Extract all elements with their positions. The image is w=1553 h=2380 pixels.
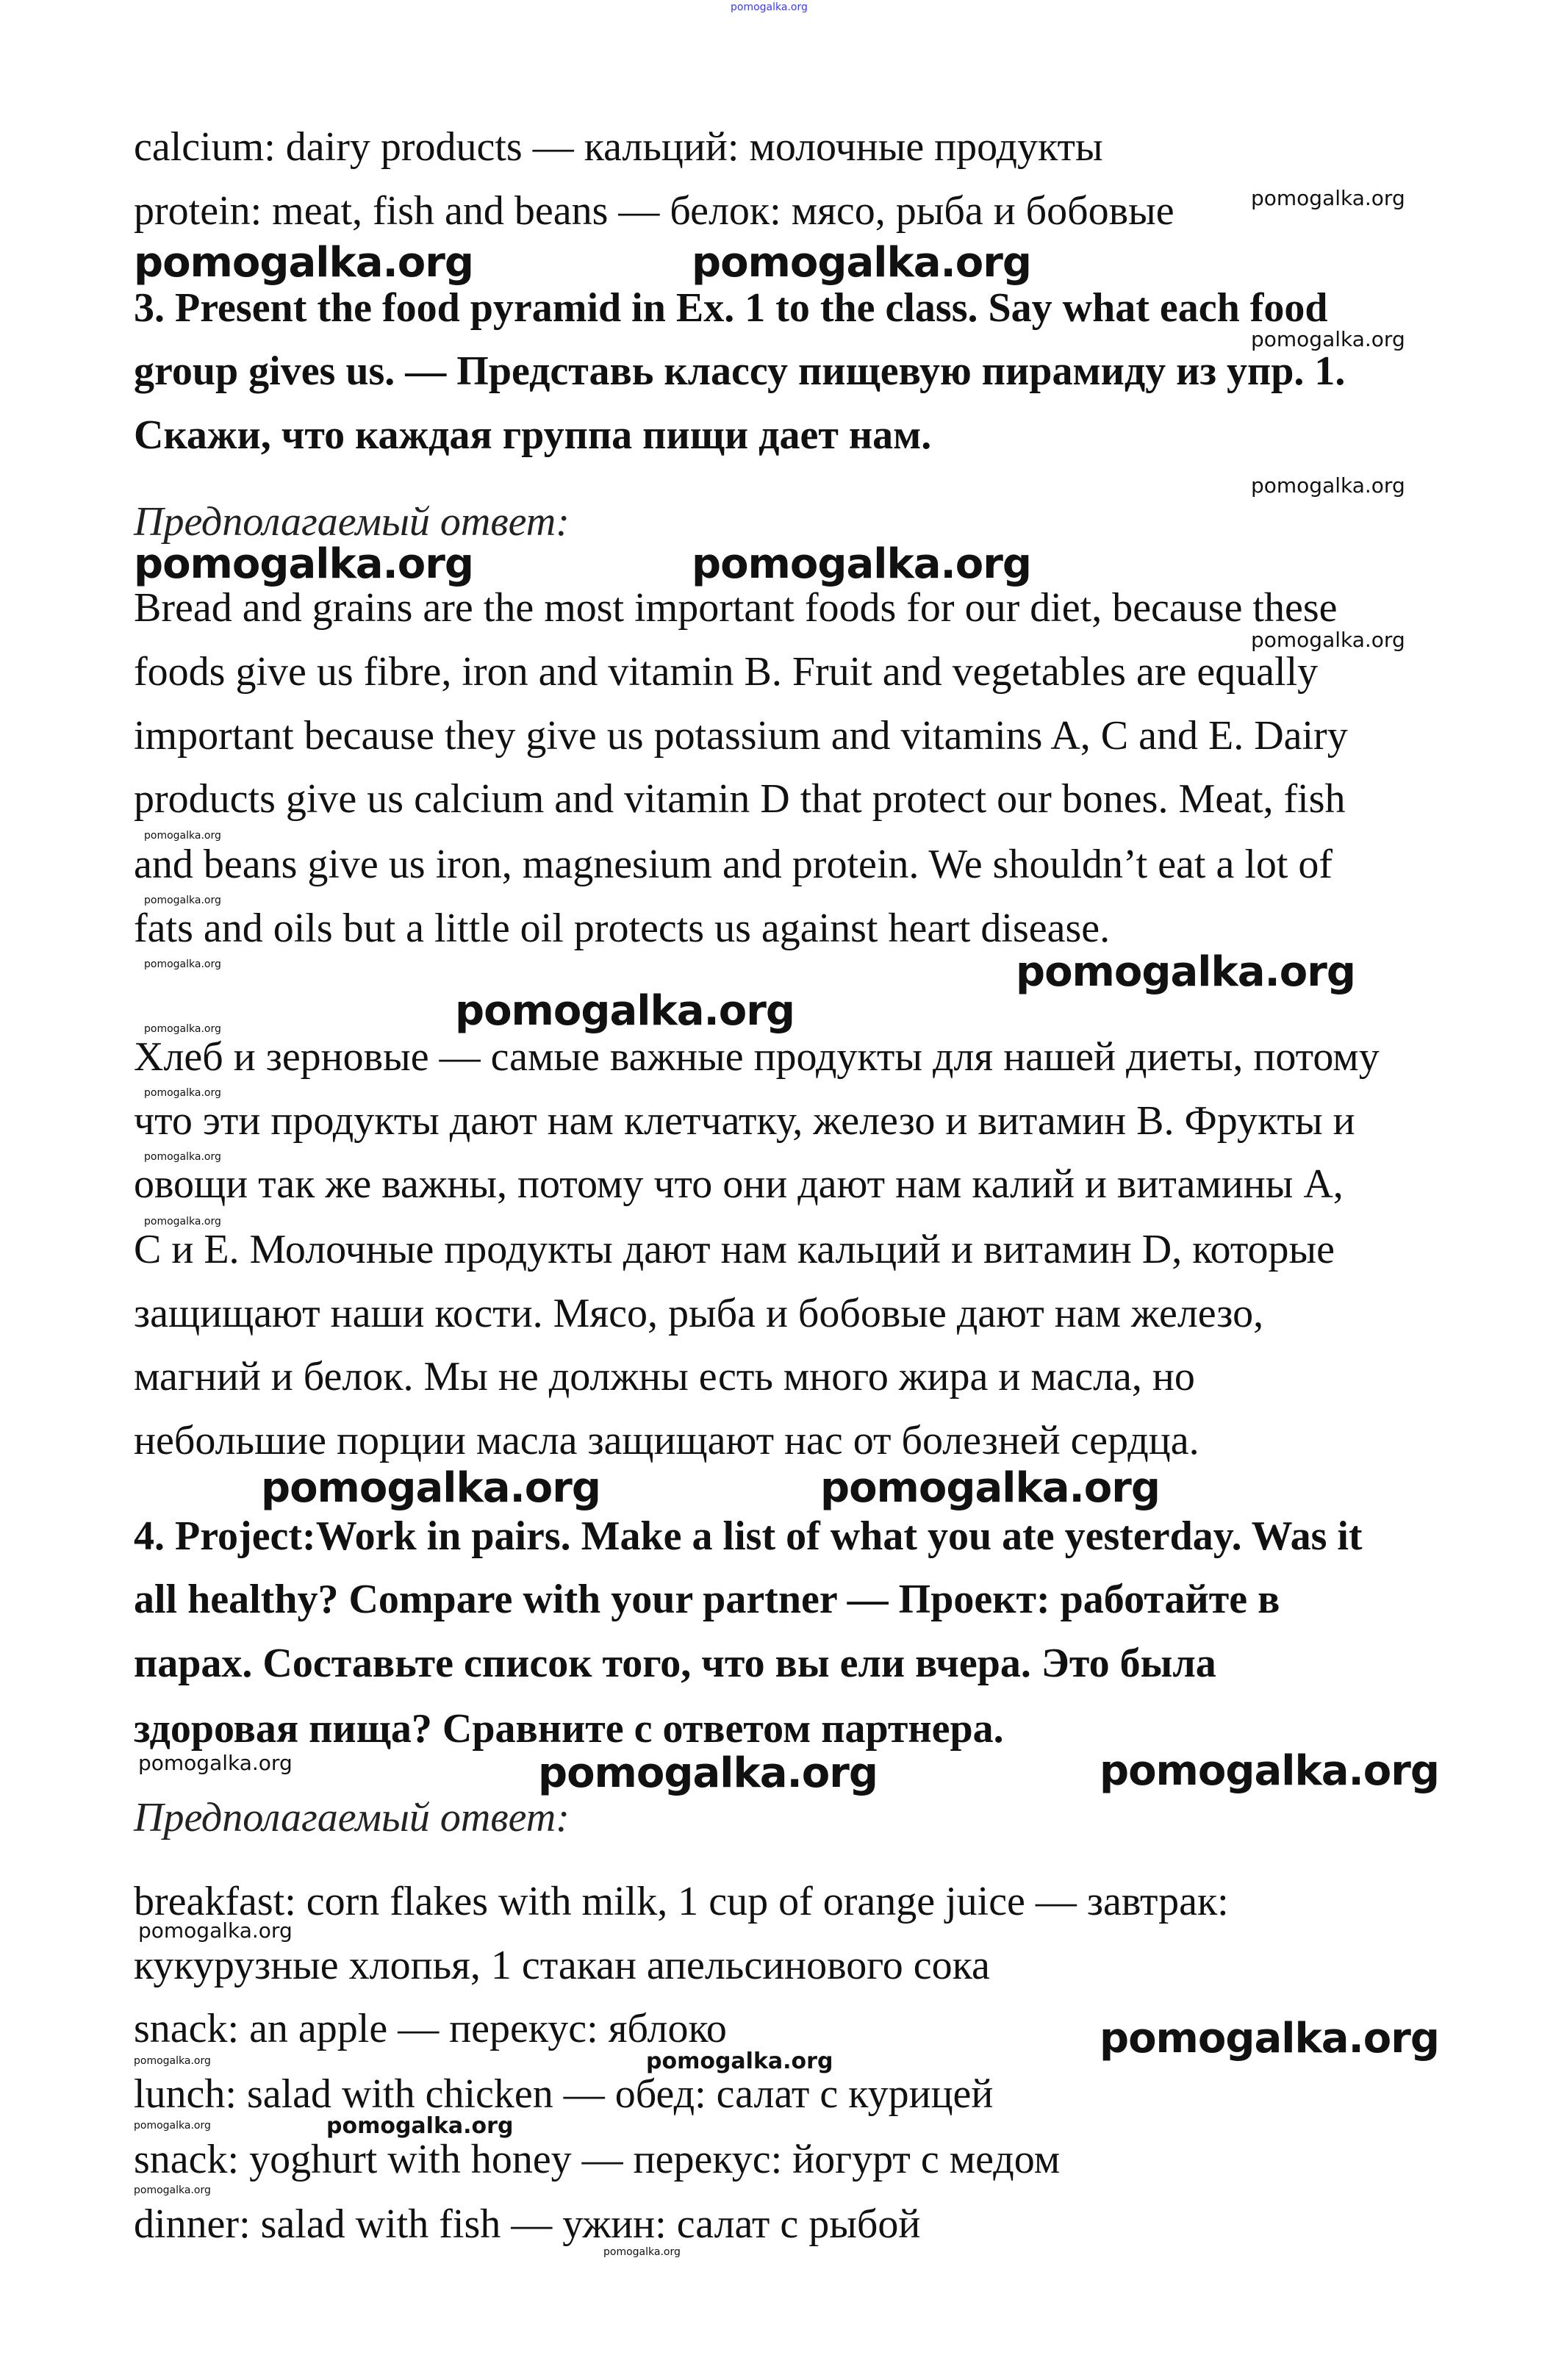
answer-label: Предполагаемый ответ: xyxy=(134,499,570,545)
meal-list-line: snack: an apple — перекус: яблоко xyxy=(134,2006,727,2051)
watermark: pomogalka.org xyxy=(134,540,473,588)
watermark: pomogalka.org xyxy=(134,2120,211,2132)
answer-en-line: Bread and grains are the most important foods for our diet, because these xyxy=(134,585,1338,631)
watermark: pomogalka.org xyxy=(144,895,221,906)
meal-list-line: breakfast: corn flakes with milk, 1 cup of orange juice — завтрак: xyxy=(134,1879,1229,1924)
answer-ru-line: овощи так же важны, потому что они дают нам калий и витамины A, xyxy=(134,1161,1344,1207)
answer-ru-line: небольшие порции масла защищают нас от болезней сердца. xyxy=(134,1418,1199,1463)
answer-en-line: important because they give us potassium and vitamins A, C and E. Dairy xyxy=(134,713,1348,759)
watermark: pomogalka.org xyxy=(1016,948,1355,996)
watermark: pomogalka.org xyxy=(646,2049,833,2074)
watermark: pomogalka.org xyxy=(138,1751,293,1775)
watermark: pomogalka.org xyxy=(144,1023,221,1035)
meal-list-line: lunch: salad with chicken — обед: салат с курицей xyxy=(134,2071,994,2117)
answer-en-line: and beans give us iron, magnesium and protein. We shouldn’t eat a lot of xyxy=(134,842,1333,887)
watermark: pomogalka.org xyxy=(326,2113,514,2139)
answer-ru-line: защищают наши кости. Мясо, рыба и бобовые дают нам железо, xyxy=(134,1291,1264,1336)
watermark: pomogalka.org xyxy=(134,239,473,287)
watermark: pomogalka.org xyxy=(144,958,221,970)
task4-heading: all healthy? Compare with your partner — Проект: работайте в xyxy=(134,1577,1280,1622)
watermark-top: pomogalka.org xyxy=(731,1,808,13)
answer-en-line: products give us calcium and vitamin D that protect our bones. Meat, fish xyxy=(134,776,1346,822)
answer-label: Предполагаемый ответ: xyxy=(134,1795,570,1840)
watermark: pomogalka.org xyxy=(692,540,1031,588)
task3-heading: group gives us. — Представь классу пищевую пирамиду из упр. 1. xyxy=(134,348,1346,394)
watermark: pomogalka.org xyxy=(603,2246,681,2258)
task4-heading: парах. Составьте список того, что вы ели вчера. Это была xyxy=(134,1641,1216,1686)
watermark: pomogalka.org xyxy=(134,2184,211,2196)
watermark: pomogalka.org xyxy=(1251,473,1405,498)
meal-list-line: кукурузные хлопья, 1 стакан апельсинового сока xyxy=(134,1943,990,1988)
task4-heading: 4. Project:Work in pairs. Make a list of what you ate yesterday. Was it xyxy=(134,1513,1363,1559)
task3-heading: Скажи, что каждая группа пищи дает нам. xyxy=(134,412,932,458)
watermark: pomogalka.org xyxy=(144,1216,221,1227)
meal-list-line: snack: yoghurt with honey — перекус: йогурт с медом xyxy=(134,2137,1061,2182)
watermark: pomogalka.org xyxy=(134,2055,211,2067)
vocab-line: calcium: dairy products — кальций: молочные продукты xyxy=(134,124,1103,170)
watermark: pomogalka.org xyxy=(1100,1747,1439,1795)
answer-en-line: foods give us fibre, iron and vitamin B. Fruit and vegetables are equally xyxy=(134,649,1319,695)
watermark: pomogalka.org xyxy=(144,830,221,842)
watermark: pomogalka.org xyxy=(1251,327,1405,351)
answer-ru-line: Хлеб и зерновые — самые важные продукты для нашей диеты, потому xyxy=(134,1034,1380,1080)
answer-en-line: fats and oils but a little oil protects us against heart disease. xyxy=(134,906,1111,951)
watermark: pomogalka.org xyxy=(144,1087,221,1099)
watermark: pomogalka.org xyxy=(820,1464,1160,1512)
watermark: pomogalka.org xyxy=(138,1918,293,1943)
meal-list-line: dinner: salad with fish — ужин: салат с рыбой xyxy=(134,2201,921,2247)
task4-heading: здоровая пища? Сравните с ответом партнера. xyxy=(134,1706,1004,1752)
watermark: pomogalka.org xyxy=(261,1464,600,1512)
answer-ru-line: что эти продукты дают нам клетчатку, железо и витамин B. Фрукты и xyxy=(134,1098,1355,1144)
watermark: pomogalka.org xyxy=(1100,2015,1439,2062)
task3-heading: 3. Present the food pyramid in Ex. 1 to the class. Say what each food xyxy=(134,285,1328,331)
watermark: pomogalka.org xyxy=(538,1749,878,1797)
vocab-line: protein: meat, fish and beans — белок: мясо, рыба и бобовые xyxy=(134,188,1174,234)
watermark: pomogalka.org xyxy=(144,1151,221,1163)
watermark: pomogalka.org xyxy=(1251,628,1405,652)
answer-ru-line: C и E. Молочные продукты дают нам кальций и витамин D, которые xyxy=(134,1227,1335,1272)
watermark: pomogalka.org xyxy=(692,239,1031,287)
watermark: pomogalka.org xyxy=(1251,186,1405,210)
answer-ru-line: магний и белок. Мы не должны есть много жира и масла, но xyxy=(134,1354,1195,1399)
watermark: pomogalka.org xyxy=(455,987,795,1035)
